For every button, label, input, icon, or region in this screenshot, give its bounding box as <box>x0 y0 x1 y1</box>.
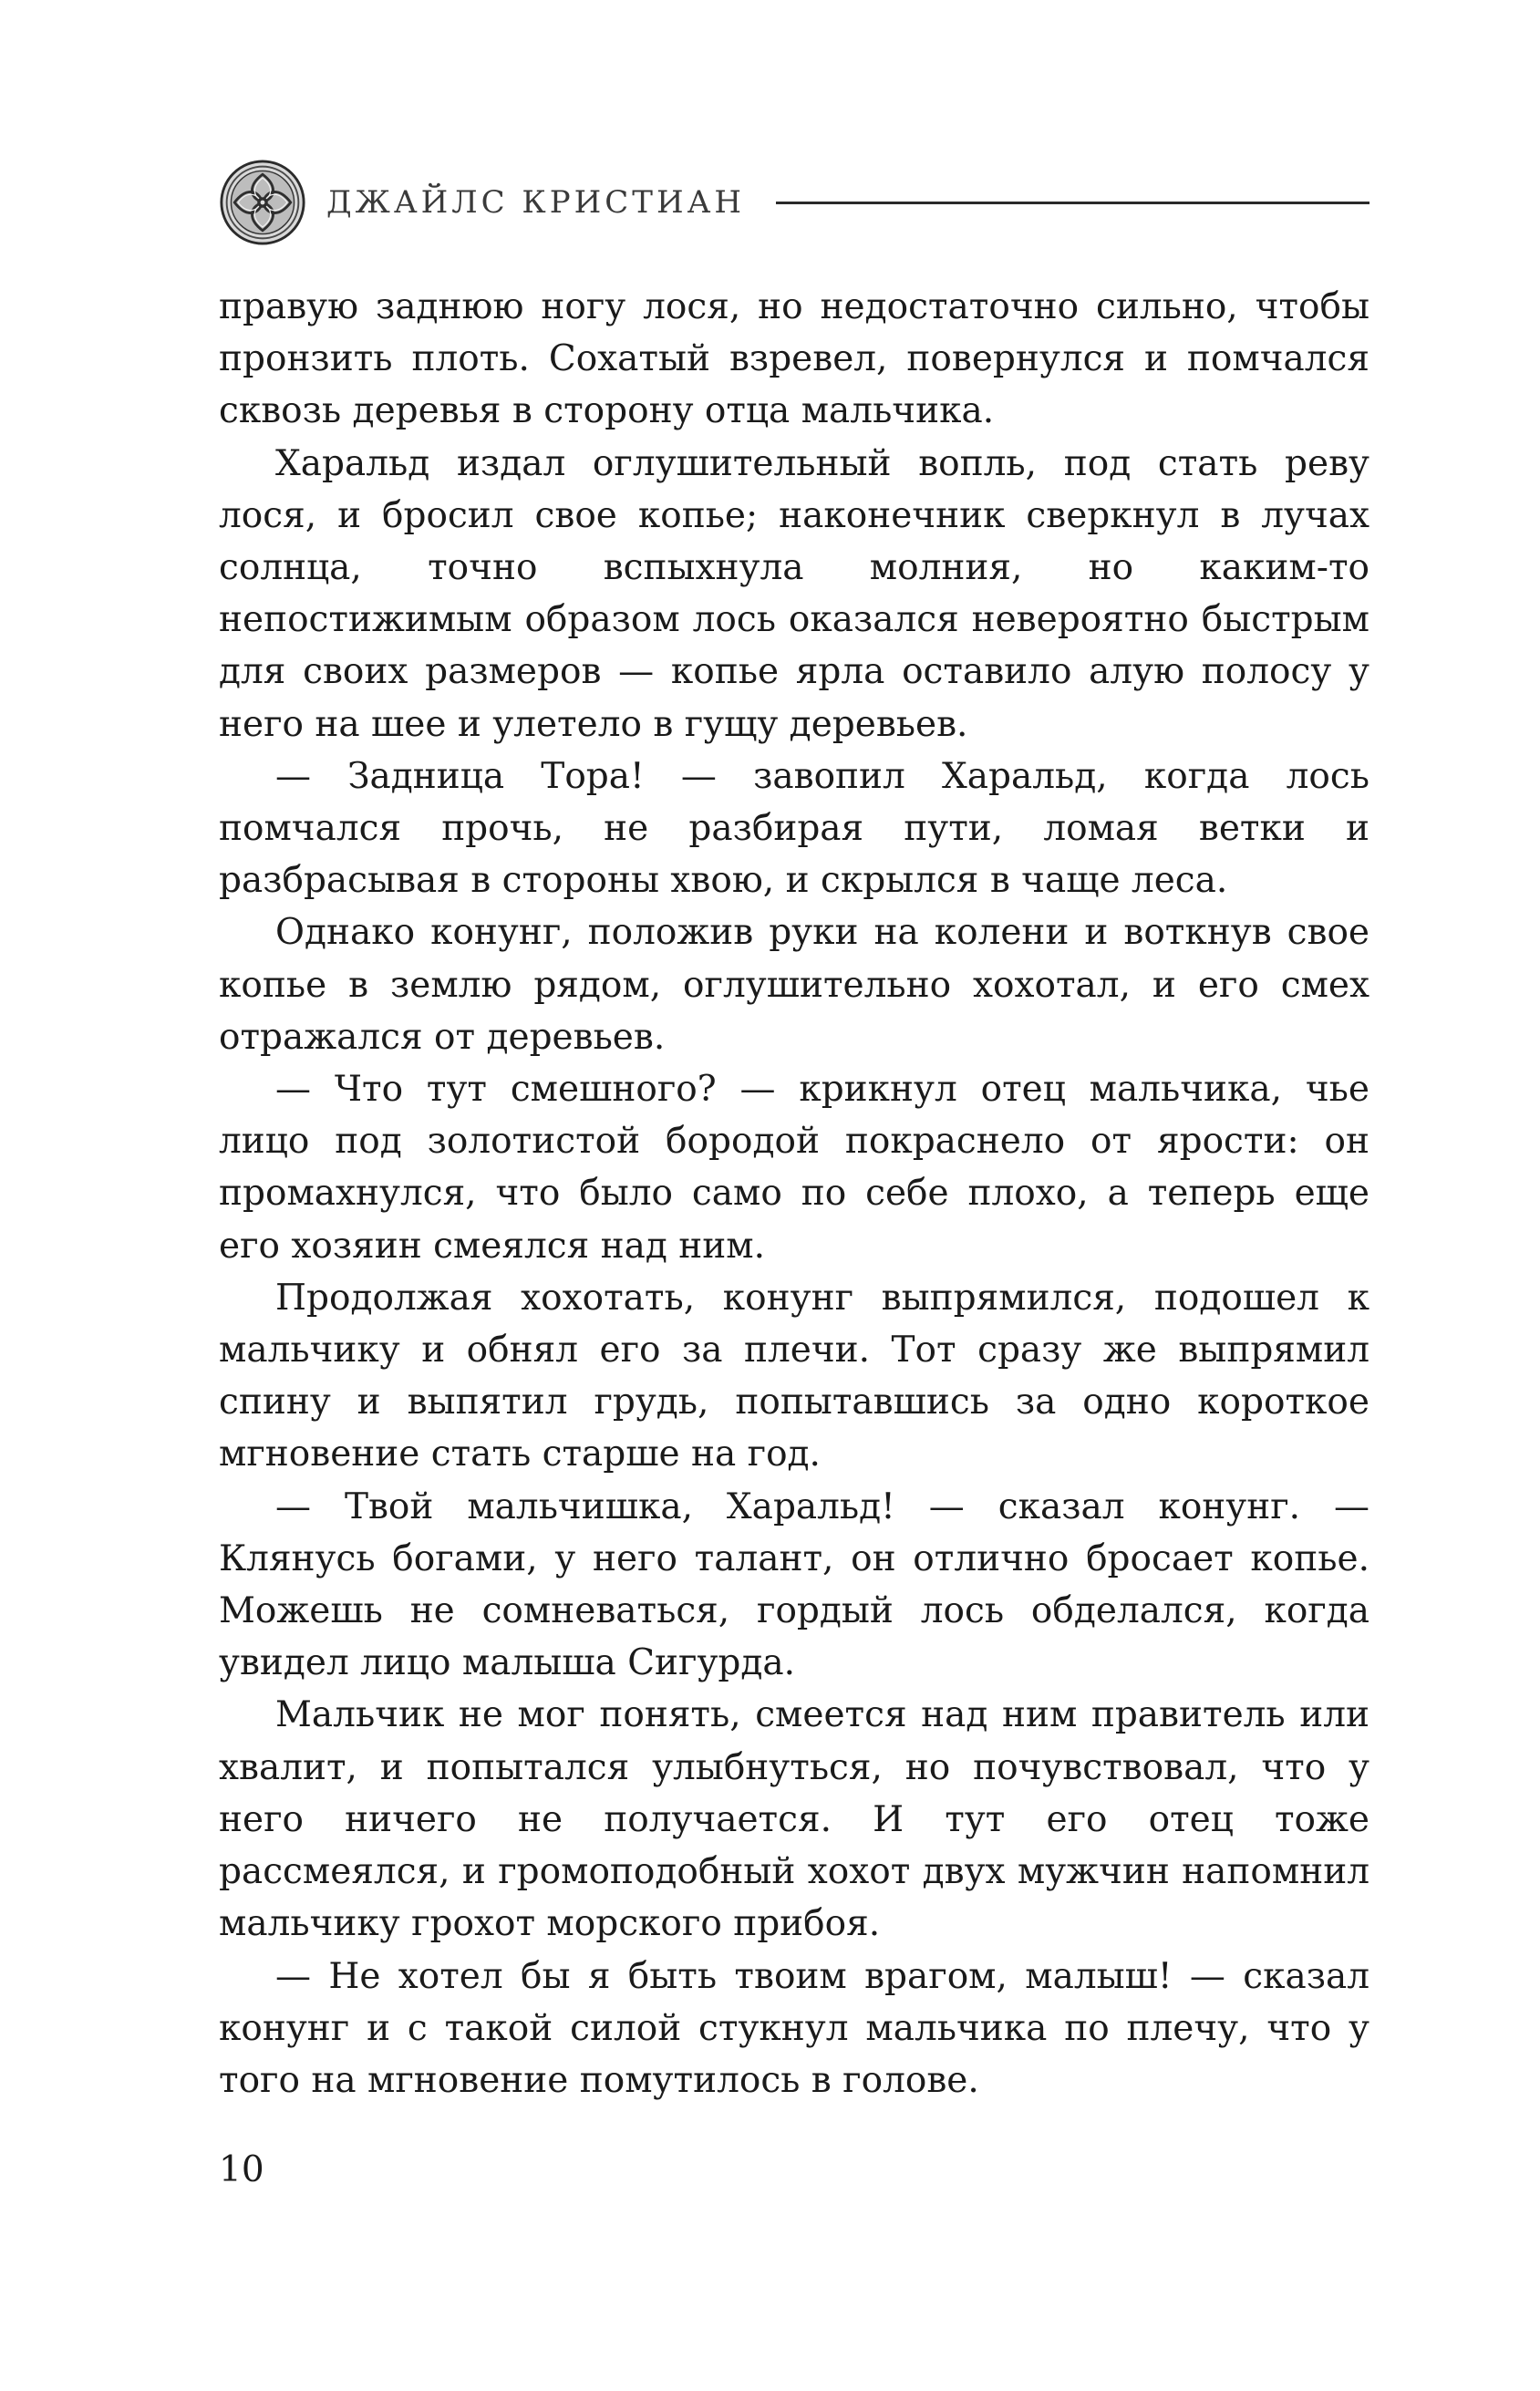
running-header <box>219 153 1369 252</box>
celtic-knot-emblem-icon <box>219 159 306 246</box>
paragraph: — Задница Тора! — завопил Харальд, когда лось помчался прочь, не разбирая пути, ломая ветки и разбрасывая в стороны хвою, и скрылся в чаще леса. <box>219 755 1369 902</box>
paragraph: Харальд издал оглушительный вопль, под стать реву лося, и бросил свое копье; наконечник сверкнул в лучах солнца, точно вспыхнула молния, но каким-то непостижимым образом лось оказался невероятно быстрым для своих размеров — копье ярла оставило алую полосу у него на шее и улетело в гущу деревьев. <box>219 442 1369 745</box>
author-name: ДЖАЙЛС КРИСТИАН <box>326 184 746 221</box>
paragraph: — Твой мальчишка, Харальд! — сказал конунг. — Клянусь богами, у него талант, он отлично бросает копье. Можешь не сомневаться, гордый лось обделался, когда увидел лицо малыша Сигурда. <box>219 1485 1369 1684</box>
paragraph: Однако конунг, положив руки на колени и воткнув свое копье в землю рядом, оглушительно хохотал, и его смех отражался от деревьев. <box>219 912 1369 1058</box>
paragraph: Мальчик не мог понять, смеется над ним правитель или хвалит, и попытался улыбнуться, но почувствовал, что у него ничего не получается. И тут его отец тоже рассмеялся, и громоподобный хохот двух мужчин напомнил мальчику грохот морского прибоя. <box>219 1694 1369 1945</box>
body-text <box>219 281 1369 2106</box>
paragraph: — Не хотел бы я быть твоим врагом, малыш! — сказал конунг и с такой силой стукнул мальчика по плечу, что у того на мгновение помутилось в голове. <box>219 1955 1369 2101</box>
paragraph: правую заднюю ногу лося, но недостаточно сильно, чтобы пронзить плоть. Сохатый взревел, повернулся и помчался сквозь деревья в сторону отца мальчика. <box>219 286 1369 432</box>
header-rule <box>776 202 1369 204</box>
page-number: 10 <box>219 2149 264 2190</box>
paragraph: — Что тут смешного? — крикнул отец мальчика, чье лицо под золотистой бородой покраснело от ярости: он промахнулся, что было само по себе плохо, а теперь еще его хозяин смеялся над ним. <box>219 1069 1369 1267</box>
paragraph: Продолжая хохотать, конунг выпрямился, подошел к мальчику и обнял его за плечи. Тот сразу же выпрямил спину и выпятил грудь, попытавшись за одно короткое мгновение стать старше на год. <box>219 1277 1369 1475</box>
